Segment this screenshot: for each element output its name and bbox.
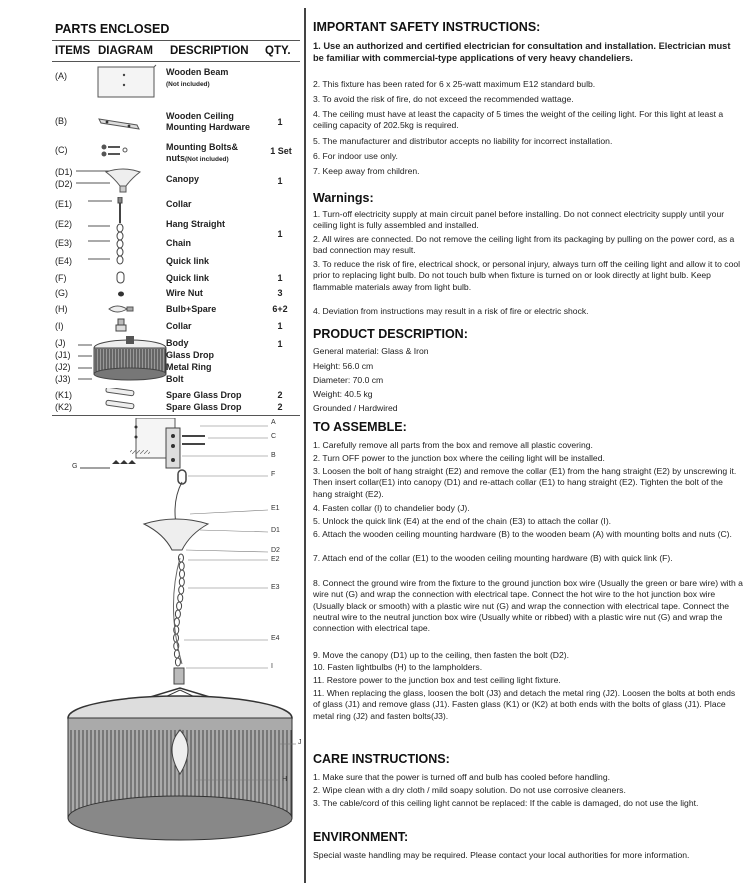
- warning-item: 1. Turn-off electricity supply at main circuit panel before installing. Do not connect electricity supply until your ceiling light is fully assembled and installed.: [313, 209, 725, 231]
- part-code: (E1): [55, 199, 73, 209]
- part-code: (A): [55, 71, 67, 81]
- part-desc: Wooden Beam (Not included): [166, 67, 229, 88]
- part-row-g: [0, 288, 304, 304]
- canopy-icon: [76, 164, 146, 194]
- part-code: (B): [55, 116, 67, 126]
- warning-item: 4. Deviation from instructions may result in a risk of fire or electric shock.: [313, 306, 589, 316]
- environment-title: ENVIRONMENT:: [313, 830, 409, 844]
- part-qty: 1: [277, 176, 283, 186]
- diagram-label: J: [298, 739, 302, 746]
- spare-glass-icon: [100, 388, 140, 414]
- part-code: (F): [55, 273, 67, 283]
- wooden-beam-icon: [96, 63, 158, 101]
- warnings-title: Warnings:: [313, 191, 374, 205]
- safety-item: 3. To avoid the risk of fire, do not exceed the recommended wattage.: [313, 94, 574, 104]
- part-row-b: [0, 111, 304, 132]
- safety-item: 1. Use an authorized and certified electrician for consultation and installation. Electrician must be familiar with commercial-type applications of very heavy chandeliers.: [313, 41, 731, 63]
- part-row-e1: [0, 199, 304, 215]
- safety-item: 5. The manufacturer and distributor accepts no liability for incorrect installation.: [313, 136, 613, 146]
- part-desc: Body Glass Drop Metal Ring Bolt: [166, 338, 215, 384]
- part-desc: Hang Straight: [166, 219, 226, 229]
- diagram-label: D1: [271, 527, 280, 534]
- diagram-label: H: [282, 776, 288, 783]
- part-row-h: [0, 304, 304, 320]
- diagram-label: B: [271, 452, 276, 459]
- product-item: Height: 56.0 cm: [313, 361, 374, 371]
- assemble-step: 10. Fasten lightbulbs (H) to the lampholders.: [313, 662, 483, 672]
- part-row-d: [0, 166, 304, 189]
- part-code: (J) (J1) (J2) (J3): [55, 338, 71, 384]
- part-desc: Bulb+Spare: [166, 304, 217, 314]
- part-code: (H): [55, 304, 68, 314]
- diagram-label: I: [271, 663, 273, 670]
- part-row-c: [0, 142, 304, 163]
- part-row-e3: [0, 238, 304, 254]
- part-qty: 1: [277, 321, 283, 331]
- part-row-e4: [0, 256, 304, 272]
- col-items: ITEMS: [55, 45, 91, 57]
- assemble-step: 5. Unlock the quick link (E4) at the end of the chain (E3) to attach the collar (I).: [313, 516, 612, 526]
- part-desc: Collar: [166, 321, 192, 331]
- safety-item: 7. Keep away from children.: [313, 166, 420, 176]
- diagram-label: G: [72, 463, 78, 470]
- part-qty: 1: [277, 229, 283, 239]
- assemble-step: 2. Turn OFF power to the junction box where the ceiling light will be installed.: [313, 453, 605, 463]
- safety-item: 4. The ceiling must have at least the capacity of 5 times the weight of the ceiling light. For this light at least a ceiling capacity of 202.5kg is required.: [313, 109, 724, 131]
- care-title: CARE INSTRUCTIONS:: [313, 752, 450, 766]
- assemble-step: 1. Carefully remove all parts from the box and remove all plastic covering.: [313, 440, 593, 450]
- col-description: DESCRIPTION: [170, 45, 249, 57]
- safety-title: IMPORTANT SAFETY INSTRUCTIONS:: [313, 20, 541, 34]
- part-desc: Wooden Ceiling Mounting Hardware: [166, 111, 251, 132]
- quick-link-icon: [114, 271, 128, 285]
- part-qty: 2 2: [277, 390, 283, 412]
- chandelier-body-icon: [78, 332, 168, 388]
- mounting-hardware-icon: [97, 113, 143, 133]
- part-desc: Collar: [166, 199, 192, 209]
- part-desc: Chain: [166, 238, 192, 248]
- part-code: (D1) (D2): [55, 167, 73, 189]
- assemble-step: 11. Restore power to the junction box and test ceiling light fixture.: [313, 675, 561, 685]
- bulb-icon: [107, 303, 137, 315]
- part-qty: 1: [277, 339, 283, 349]
- assemble-title: TO ASSEMBLE:: [313, 420, 407, 434]
- part-qty: 1 Set: [270, 146, 292, 156]
- diagram-label: E4: [271, 635, 280, 642]
- part-desc: Mounting Bolts& nuts(Not included): [166, 142, 238, 163]
- part-row-f: [0, 273, 304, 289]
- diagram-label: A: [271, 419, 276, 426]
- product-item: General material: Glass & Iron: [313, 346, 429, 356]
- environment-item: Special waste handling may be required. Please contact your local authorities for more information.: [313, 850, 690, 860]
- part-code: (I): [55, 321, 64, 331]
- diagram-label: E3: [271, 584, 280, 591]
- part-qty: 1: [277, 273, 283, 283]
- bracket-icon: [86, 198, 116, 268]
- diagram-label: E1: [271, 505, 280, 512]
- col-diagram: DIAGRAM: [98, 45, 153, 57]
- part-code: (E3): [55, 238, 73, 248]
- safety-item: 2. This fixture has been rated for 6 x 25-watt maximum E12 standard bulb.: [313, 79, 596, 89]
- assemble-step: 6. Attach the wooden ceiling mounting hardware (B) to the wooden beam (A) with mounting bolts and nuts (C).: [313, 529, 732, 539]
- part-desc: Wire Nut: [166, 288, 203, 298]
- assemble-step: 7. Attach end of the collar (E1) to the wooden ceiling mounting hardware (B) with quick link (F).: [313, 553, 673, 563]
- part-qty: 3: [277, 288, 283, 298]
- part-row-k: [0, 389, 304, 412]
- part-code: (G): [55, 288, 68, 298]
- bolts-nuts-icon: [100, 142, 130, 158]
- product-title: PRODUCT DESCRIPTION:: [313, 327, 468, 341]
- product-item: Grounded / Hardwired: [313, 403, 398, 413]
- part-qty: 6+2: [272, 304, 288, 314]
- part-code: (K1) (K2): [55, 390, 73, 412]
- assemble-step: 11. When replacing the glass, loosen the bolt (J3) and detach the metal ring (J2). Loosen the bolts at both ends of glass (J1) and remove glass (J1). Fasten glass (K1) or (K2) at both ends with the bolts of glass (J1). Place metal ring (J2) and fasten bolts(J3).: [313, 688, 736, 721]
- part-qty: 1: [277, 117, 283, 127]
- col-qty: QTY.: [265, 45, 291, 57]
- assemble-step: 8. Connect the ground wire from the fixture to the ground junction box wire (Usually the green or bare wire) with a wire nut (G) and wrap the connection with electrical tape. Connect the hot wire to the hot junction box wire (Usually black or smooth) with a plastic wire nut (G) and wrap the connection with electrical tape. Connect the neutral wire to the neutral junction box wire (Usually white or ribbed) with a plastic wire nut (G) and wrap the connection with electrical tape.: [313, 578, 743, 634]
- warning-item: 2. All wires are connected. Do not remove the ceiling light from its packaging by pulling on the power cord, as a bad connection may result.: [313, 234, 735, 256]
- parts-title: PARTS ENCLOSED: [55, 22, 170, 36]
- product-item: Diameter: 70.0 cm: [313, 375, 384, 385]
- diagram-label: D2: [271, 547, 280, 554]
- warning-item: 3. To reduce the risk of fire, electrical shock, or personal injury, always turn off the ceiling light and allow it to cool prior to replacing light bulb. Do not touch bulb when fixture is turned on or look directly at light bulb. Keep flammable materials away from light bulb.: [313, 259, 741, 292]
- assembly-diagram: [40, 418, 304, 884]
- safety-item: 6. For indoor use only.: [313, 151, 398, 161]
- parts-column: [0, 0, 304, 889]
- care-item: 2. Wipe clean with a dry cloth / mild soapy solution. Do not use corrosive cleaners.: [313, 785, 626, 795]
- part-desc: Quick link: [166, 273, 210, 283]
- part-desc: Spare Glass Drop Spare Glass Drop: [166, 390, 242, 412]
- assemble-step: 9. Move the canopy (D1) up to the ceiling, then fasten the bolt (D2).: [313, 650, 570, 660]
- diagram-label: C: [271, 433, 277, 440]
- column-divider: [304, 8, 306, 883]
- care-item: 3. The cable/cord of this ceiling light cannot be replaced: If the cable is damaged, do not use the light.: [313, 798, 699, 808]
- part-row-e2: [0, 219, 304, 239]
- wire-nut-icon: [115, 289, 127, 299]
- product-item: Weight: 40.5 kg: [313, 389, 373, 399]
- assemble-step: 3. Loosen the bolt of hang straight (E2) and remove the collar (E1) from the hang straight (E2) by unscrewing it. Then insert collar(E1) into canopy (D1) and re-attach collar (E1) to hang straight (E2). Tighten the bolt of the hang straight (E2).: [313, 466, 737, 499]
- part-desc: Quick link: [166, 256, 210, 266]
- part-code: (C): [55, 145, 68, 155]
- assemble-step: 4. Fasten collar (I) to chandelier body (J).: [313, 503, 470, 513]
- care-item: 1. Make sure that the power is turned off and bulb has cooled before handling.: [313, 772, 611, 782]
- diagram-label: F: [271, 471, 276, 478]
- part-code: (E4): [55, 256, 73, 266]
- part-desc: Canopy: [166, 174, 200, 184]
- diagram-label: E2: [271, 556, 280, 563]
- part-code: (E2): [55, 219, 73, 229]
